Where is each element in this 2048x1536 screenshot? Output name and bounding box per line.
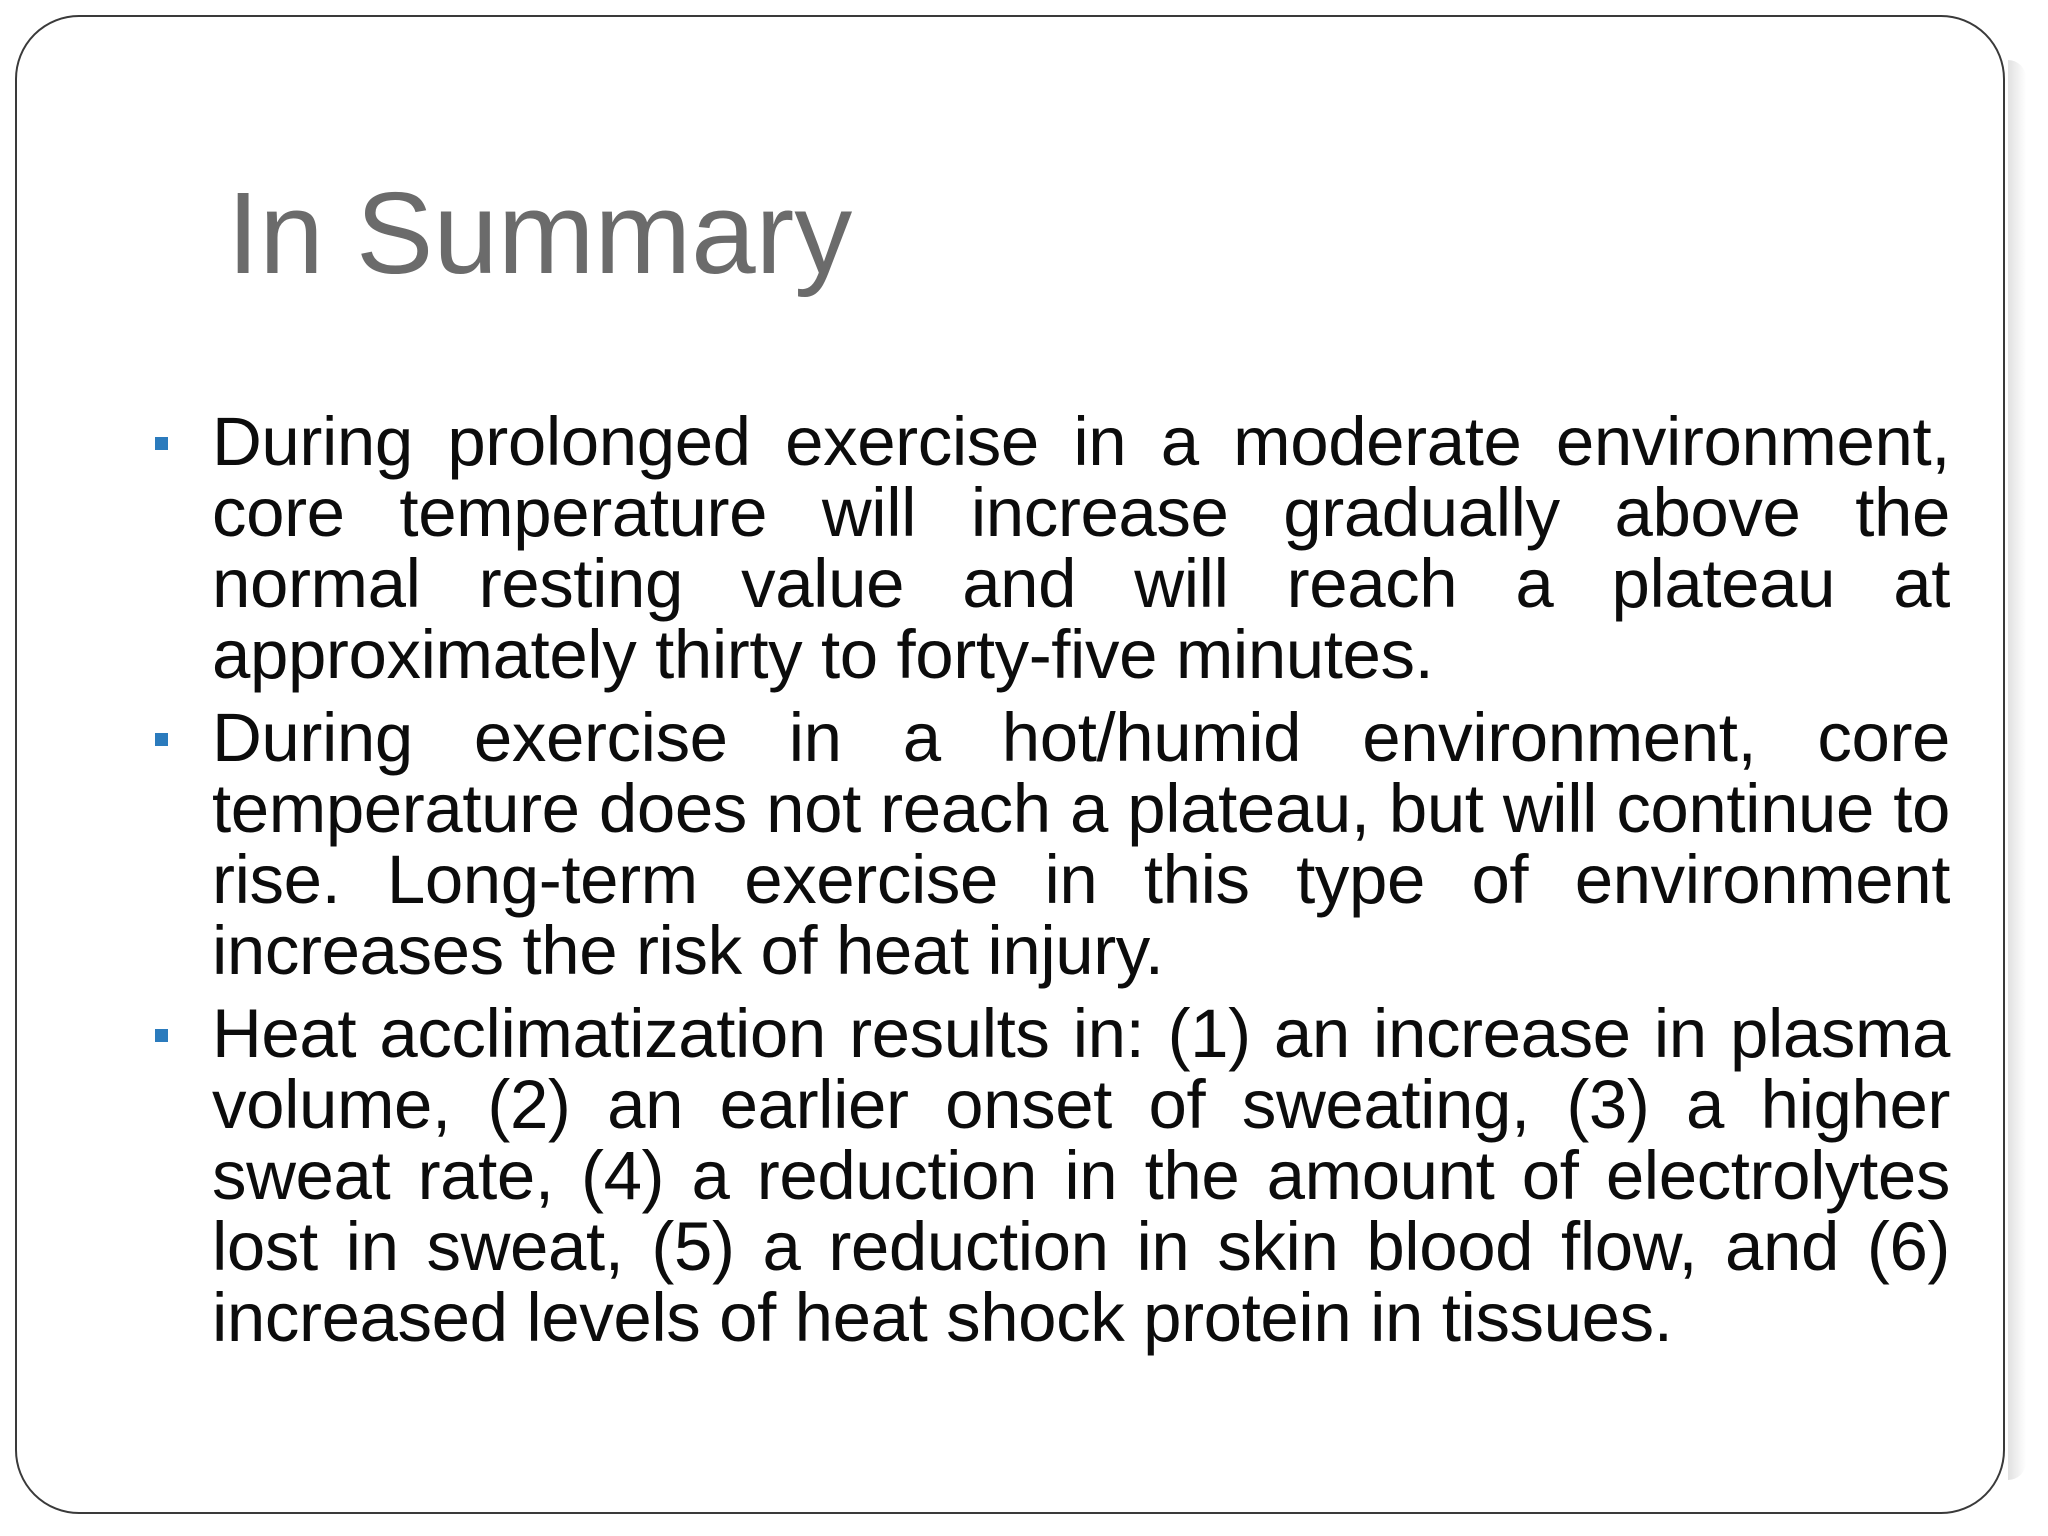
bullet-item xyxy=(150,403,1950,693)
bullet-item xyxy=(150,699,1950,989)
square-bullet-icon xyxy=(155,437,168,450)
square-bullet-icon xyxy=(155,733,168,746)
bullet-list xyxy=(150,403,1950,1365)
bullet-text: Heat acclimatization results in: (1) an increase in plasma volume, (2) an earlier onset of sweating, (3) a higher sweat rate, (4) a reduction in the amount of electrolytes lost in sweat, (5) a reduction in skin blood flow, and (6) increased levels of heat shock protein in tissues. xyxy=(212,995,1950,1356)
square-bullet-icon xyxy=(155,1029,168,1042)
bullet-text: During prolonged exercise in a moderate environment, core temperature will increase gradually above the normal resting value and will reach a plateau at approximately thirty to forty-five minutes. xyxy=(212,403,1950,693)
slide-edge-shadow xyxy=(2008,60,2026,1480)
bullet-text: During exercise in a hot/humid environment, core temperature does not reach a plateau, but will continue to rise. Long-term exercise in this type of environment increases the risk of heat injury. xyxy=(212,699,1950,989)
bullet-item xyxy=(150,995,1950,1356)
slide-title: In Summary xyxy=(227,168,853,298)
